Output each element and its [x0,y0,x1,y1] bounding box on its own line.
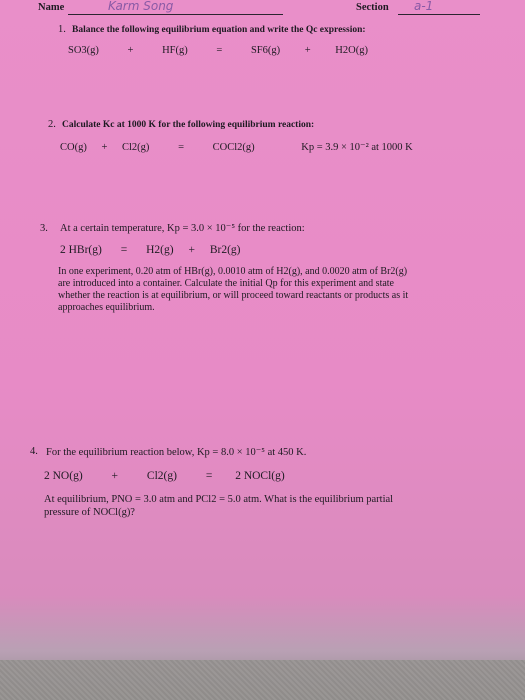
q2-equation [60,141,413,153]
q3-body-line3: whether the reaction is at equilibrium, or will proceed toward reactants or products as it [58,290,409,301]
q2-number: 2. [48,119,56,130]
name-label: Name [38,2,65,13]
q2-reactant2: Cl2(g) [122,142,150,153]
name-handwriting: Karm Song [108,0,174,13]
q4-body-line2: pressure of NOCl(g)? [44,507,135,518]
q4-body [44,493,464,519]
q4-plus: + [111,470,119,482]
q4-reactant2: Cl2(g) [146,470,177,482]
q3-prompt: At a certain temperature, Kp = 3.0 × 10⁻⁵ for the reaction: [60,223,305,234]
q4-body-line1: At equilibrium, PNO = 3.0 atm and PCl2 = 5.0 atm. What is the equilibrium partial [44,494,394,505]
q4-reactant1: 2 NO(g) [44,470,83,482]
q1-plus1: + [127,45,134,56]
background-surface [0,660,525,700]
q1-plus2: + [304,45,311,56]
section-handwriting: a-1 [414,0,434,13]
q3-arrow: = [120,244,128,256]
q4-prompt: For the equilibrium reaction below, Kp = 8.0 × 10⁻⁵ at 450 K. [46,447,307,458]
q4-arrow: = [205,470,213,482]
q2-prompt [62,120,314,130]
q2-reactant1: CO(g) [60,142,87,153]
q2-arrow: = [178,142,184,153]
q4-product: 2 NOCl(g) [235,470,285,482]
q3-body-line1: In one experiment, 0.20 atm of HBr(g), 0.0010 atm of H2(g), and 0.0020 atm of Br2(g) [58,266,408,277]
section-line [398,14,480,15]
q1-equation [68,45,368,56]
q1-arrow: = [216,45,223,56]
q3-body-line4: approaches equilibrium. [58,302,155,313]
q2-product1: COCl2(g) [212,142,255,153]
q1-number: 1. [58,24,66,35]
q1-reactant1: SO3(g) [68,45,99,56]
q3-body-line2: are introduced into a container. Calculate the initial Qp for this experiment and state [58,278,394,289]
q3-equation [60,244,240,256]
q1-product2: H2O(g) [335,45,368,56]
q3-plus: + [188,244,195,256]
q2-plus1: + [101,142,108,153]
q1-product1: SF6(g) [250,45,281,56]
q3-body [58,266,478,314]
q3-reactant: 2 HBr(g) [60,244,102,256]
q4-equation [44,470,285,482]
q1-prompt: Balance the following equilibrium equation and write the Qc expression: [72,25,366,35]
q2-prompt-text: Calculate Kc at 1000 K for the following equilibrium reaction: [62,120,315,130]
q4-number: 4. [30,446,38,457]
q3-number: 3. [40,223,48,234]
q3-product2: Br2(g) [209,244,241,256]
q3-product1: H2(g) [146,244,174,256]
section-label: Section [356,2,389,13]
name-line [68,14,283,15]
q2-kp: Kp = 3.9 × 10⁻² at 1000 K [301,142,413,153]
q1-reactant2: HF(g) [162,45,188,56]
